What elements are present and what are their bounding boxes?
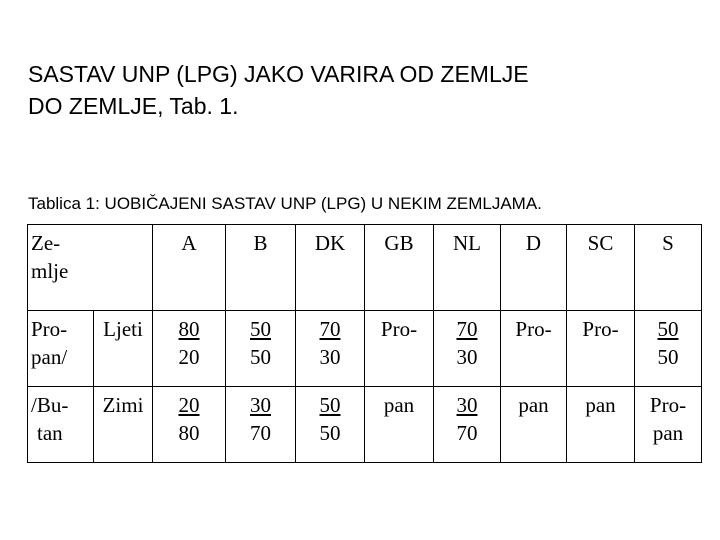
cell-summer-a: 80 20	[153, 311, 226, 387]
cell-summer-nl: 70 30	[434, 311, 501, 387]
row-label-propane: Pro- pan/	[28, 311, 94, 387]
header-country-d: D	[501, 225, 567, 311]
cell-winter-gb: pan	[365, 387, 434, 463]
cell-summer-s: 50 50	[635, 311, 702, 387]
header-country-gb: GB	[365, 225, 434, 311]
header-country-b: B	[226, 225, 296, 311]
cell-winter-sc: pan	[567, 387, 635, 463]
cell-winter-d: pan	[501, 387, 567, 463]
header-country-s: S	[635, 225, 702, 311]
slide-title-line-2: DO ZEMLJE, Tab. 1.	[28, 93, 239, 119]
cell-summer-gb: Pro-	[365, 311, 434, 387]
slide-title-line-1: SASTAV UNP (LPG) JAKO VARIRA OD ZEMLJE	[28, 61, 529, 87]
cell-winter-b: 30 70	[226, 387, 296, 463]
cell-winter-dk: 50 50	[296, 387, 365, 463]
header-country-a: A	[153, 225, 226, 311]
table-row-summer	[28, 311, 702, 387]
cell-summer-dk: 70 30	[296, 311, 365, 387]
slide-title	[28, 58, 708, 122]
header-country-dk: DK	[296, 225, 365, 311]
season-winter: Zimi	[94, 387, 153, 463]
cell-summer-b: 50 50	[226, 311, 296, 387]
row-label-butane: /Bu- tan	[28, 387, 94, 463]
table-caption: Tablica 1: UOBIČAJENI SASTAV UNP (LPG) U NEKIM ZEMLJAMA.	[28, 194, 542, 213]
cell-winter-a: 20 80	[153, 387, 226, 463]
table-header-row	[28, 225, 702, 311]
cell-winter-nl: 30 70	[434, 387, 501, 463]
cell-summer-sc: Pro-	[567, 311, 635, 387]
header-country-nl: NL	[434, 225, 501, 311]
header-country-sc: SC	[567, 225, 635, 311]
season-summer: Ljeti	[94, 311, 153, 387]
cell-summer-d: Pro-	[501, 311, 567, 387]
header-country-label: Ze- mlje	[28, 225, 153, 311]
lpg-composition-table	[27, 224, 702, 463]
table-row-winter	[28, 387, 702, 463]
cell-winter-s: Pro- pan	[635, 387, 702, 463]
